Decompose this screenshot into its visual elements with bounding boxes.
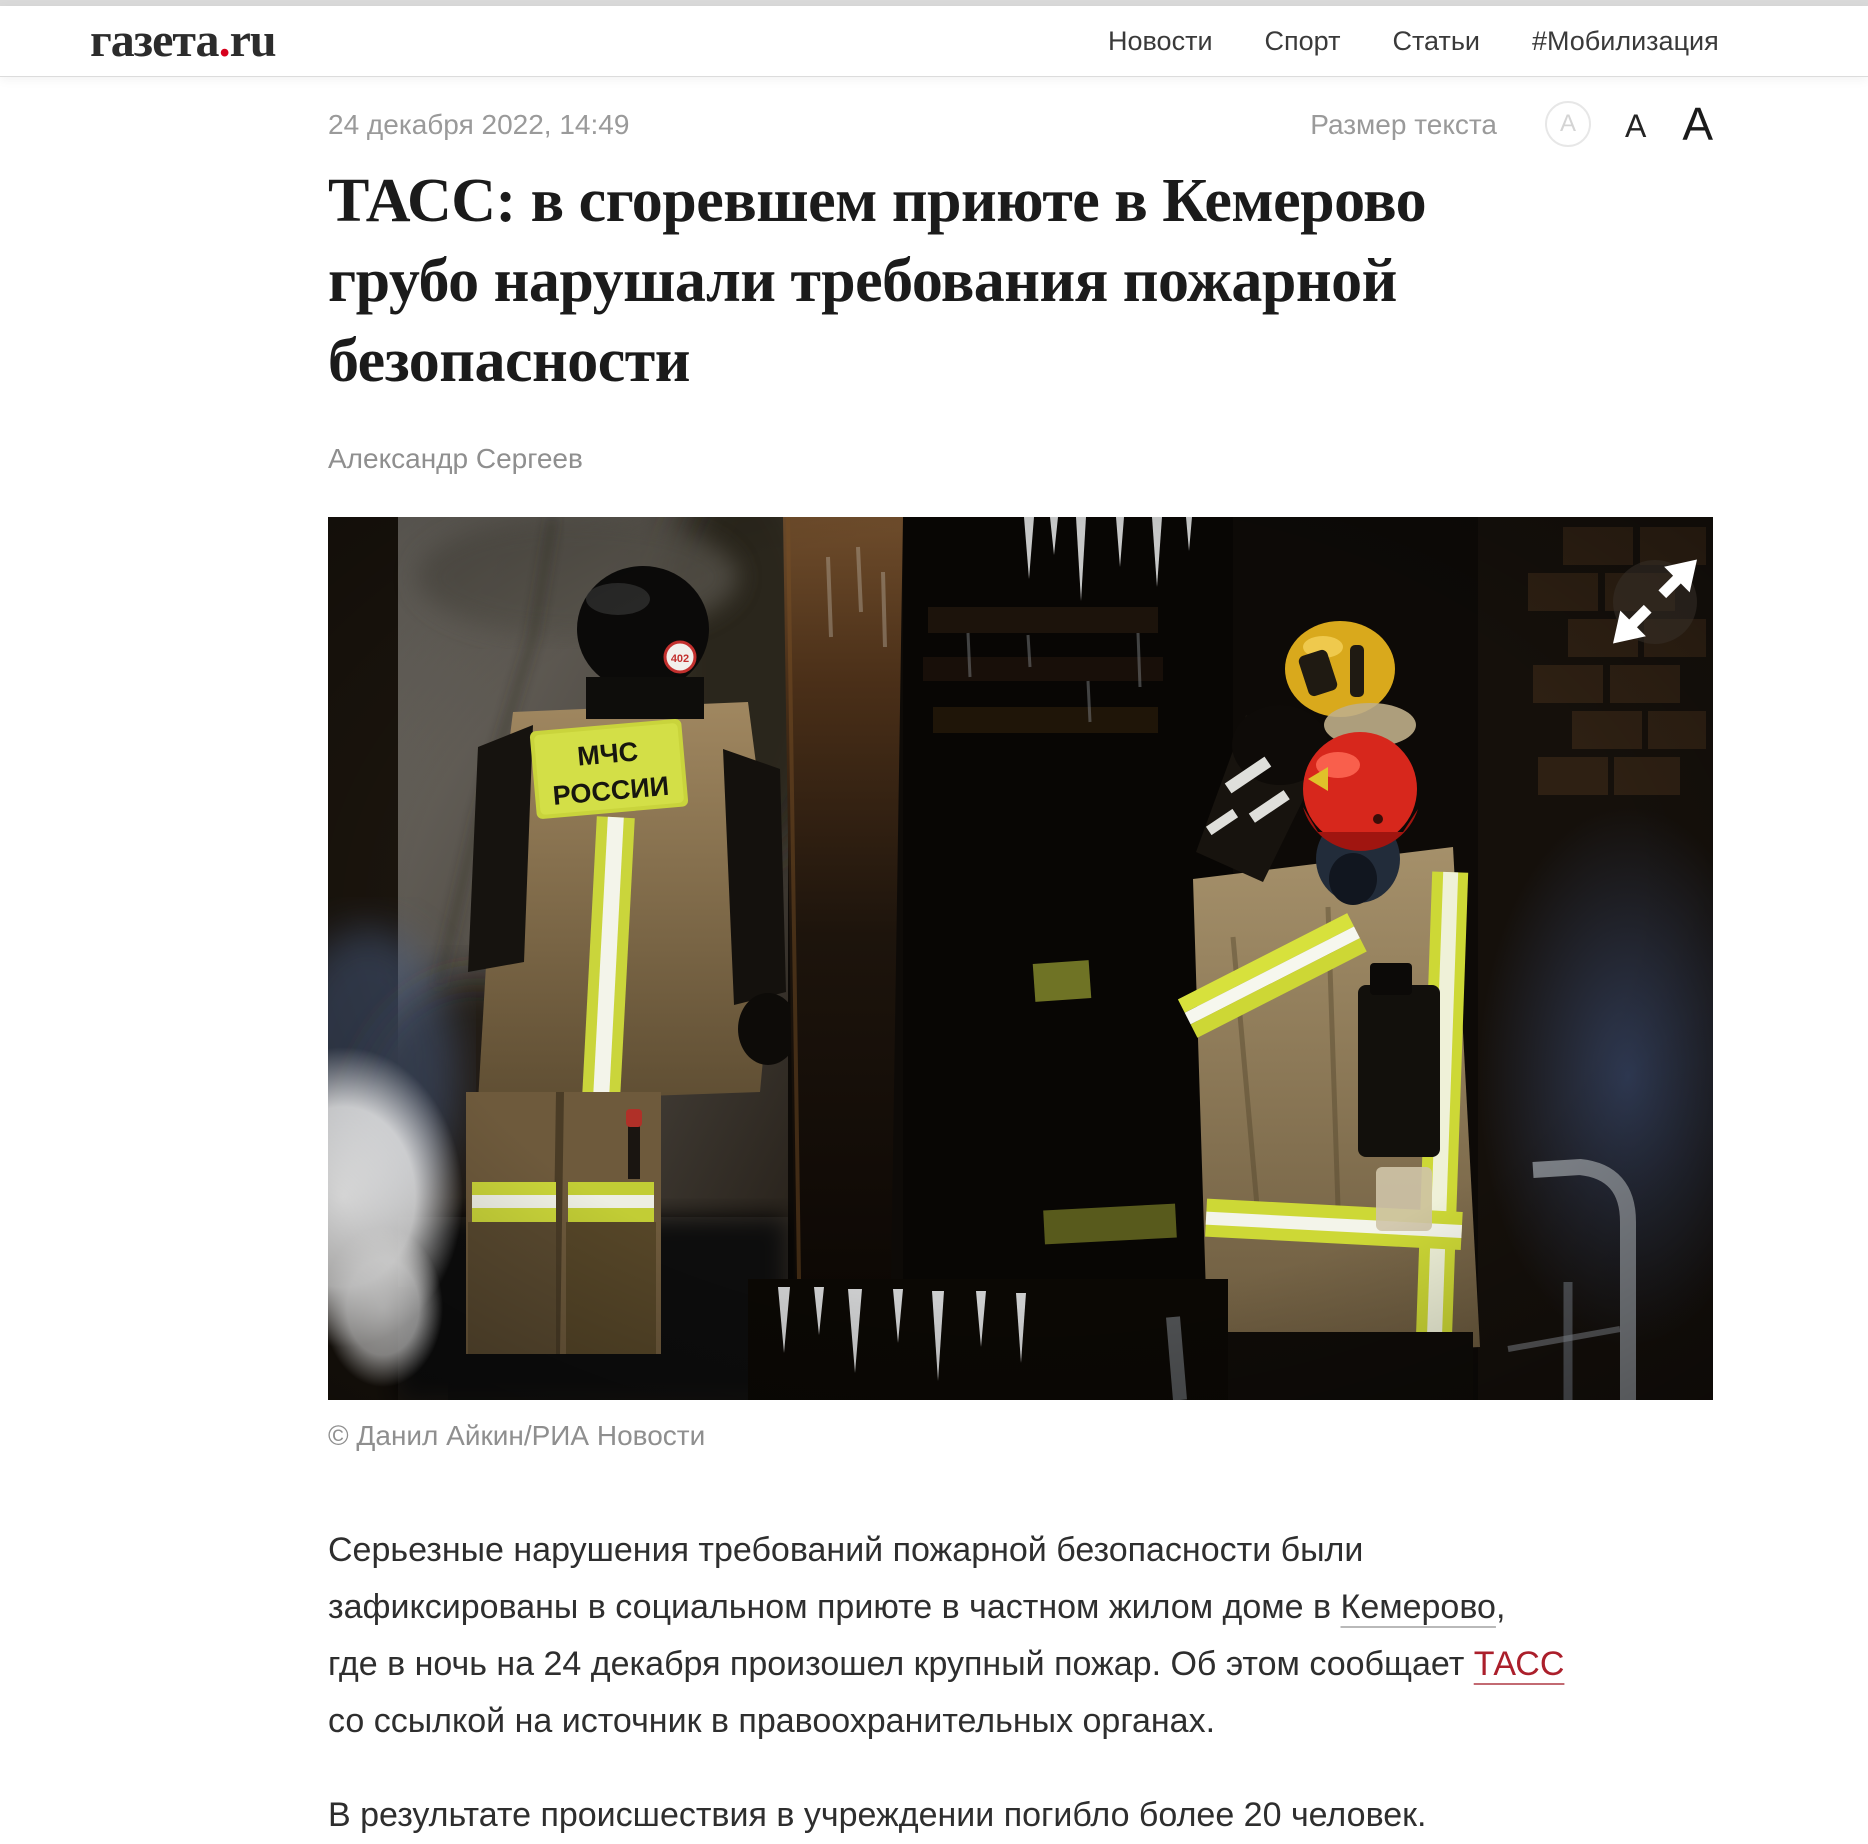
body-line: где в ночь на 24 декабря произошел крупный пожар. Об этом сообщает ТАСС: [328, 1644, 1565, 1683]
expand-photo-button[interactable]: [1613, 560, 1697, 644]
photo-credit: © Данил Айкин/РИА Новости: [328, 1419, 706, 1451]
inline-link[interactable]: ТАСС: [1473, 1644, 1565, 1683]
nav-item-2[interactable]: Статьи: [1392, 26, 1480, 56]
article-headline: ТАСС: в сгоревшем приюте в Кемерово грубо нарушали требования пожарной безопасности: [328, 167, 1427, 395]
article-photo-illustration: [328, 517, 1713, 1400]
article: [328, 95, 1713, 1844]
body-line: зафиксированы в социальном приюте в частном жилом доме в Кемерово,: [328, 1587, 1506, 1626]
text-size-medium-button[interactable]: A: [1625, 110, 1646, 147]
inline-link[interactable]: Кемерово: [1340, 1587, 1496, 1626]
article-photo[interactable]: [328, 517, 1713, 1400]
body-line: со ссылкой на источник в правоохранительных органах.: [328, 1701, 1216, 1740]
text-size-label: Размер текста: [1310, 109, 1497, 140]
expand-arrows-icon: [1613, 517, 1697, 1044]
nav-item-1[interactable]: Спорт: [1264, 26, 1341, 56]
nav-item-0[interactable]: Новости: [1108, 26, 1213, 56]
paragraph: [328, 1522, 1713, 1750]
nav-item-3[interactable]: #Мобилизация: [1531, 26, 1719, 56]
logo-name: газета: [90, 14, 219, 67]
meta-row: [328, 95, 1713, 150]
article-body: [328, 1522, 1713, 1844]
text-size-control: [1310, 98, 1713, 150]
article-author: Александр Сергеев: [328, 442, 583, 474]
text-size-small-button[interactable]: A: [1545, 101, 1591, 147]
logo-dot: .: [218, 14, 230, 67]
body-line: Серьезные нарушения требований пожарной безопасности были: [328, 1530, 1364, 1569]
text-size-large-button[interactable]: A: [1682, 98, 1713, 150]
logo-tld: ru: [229, 14, 276, 67]
article-date: 24 декабря 2022, 14:49: [328, 109, 630, 140]
paragraph: [328, 1787, 1713, 1844]
main-nav: [1108, 6, 1719, 77]
site-logo[interactable]: [90, 14, 276, 67]
site-header: [0, 6, 1868, 77]
body-line: В результате происшествия в учреждении погибло более 20 человек.: [328, 1795, 1427, 1834]
